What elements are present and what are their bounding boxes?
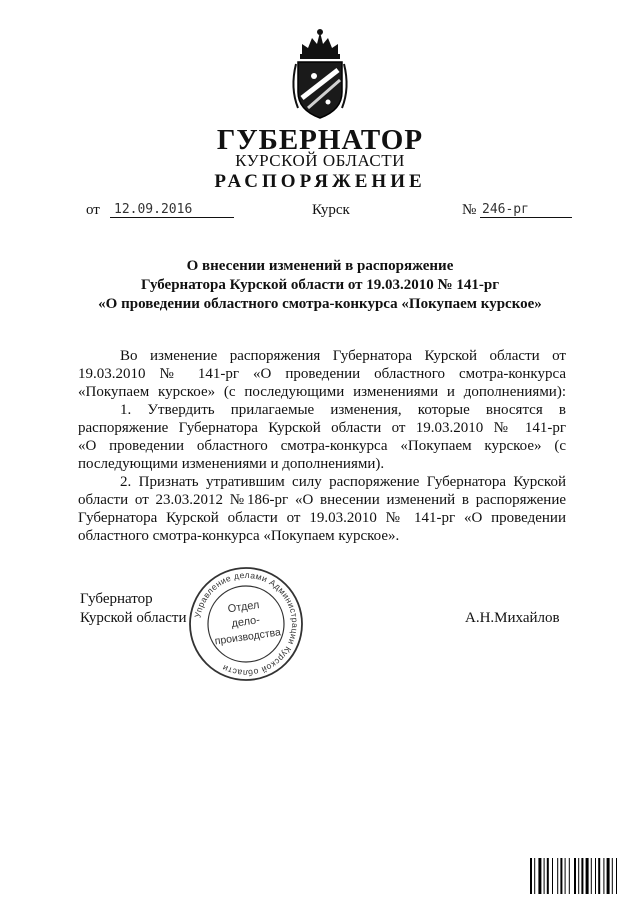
item1-line-2: распоряжение Губернатора Курской области от 19.03.2010 № 141-рг	[78, 420, 566, 436]
header-subtitle: КУРСКОЙ ОБЛАСТИ	[235, 151, 405, 170]
document-number: 246-рг	[480, 202, 572, 218]
signature-position-line-2: Курской области	[80, 610, 187, 626]
barcode	[530, 858, 628, 894]
item1-line-4: последующими изменениями и дополнениями).	[78, 456, 385, 472]
number-prefix: №	[462, 202, 477, 218]
subject-line-3: «О проведении областного смотра-конкурса «Покупаем курское»	[98, 296, 542, 312]
header-title: ГУБЕРНАТОР	[216, 124, 424, 156]
document-type: РАСПОРЯЖЕНИЕ	[214, 171, 426, 192]
body-intro-line-3: «Покупаем курское» (с последующими изменениями и дополнениями):	[78, 384, 566, 400]
body-intro-line-2: 19.03.2010 № 141-рг «О проведении областного смотра-конкурса	[78, 366, 566, 382]
item2-line-2: области от 23.03.2012 №186-рг «О внесении изменений в распоряжение	[78, 492, 566, 508]
item2-line-3: Губернатора Курской области от 19.03.2010 № 141-рг «О проведении	[78, 510, 566, 526]
item2-line-4: областного смотра-конкурса «Покупаем курское».	[78, 528, 400, 544]
subject-line-1: О внесении изменений в распоряжение	[186, 258, 454, 274]
stamp-center-line-2: дело-	[230, 614, 261, 630]
crown-icon	[300, 29, 340, 59]
item1-line-1: 1. Утвердить прилагаемые изменения, которые вносятся в	[120, 402, 566, 418]
item2-line-1: 2. Признать утратившим силу распоряжение Губернатора Курской	[120, 474, 566, 490]
signature-position-line-1: Губернатор	[80, 591, 153, 607]
subject-line-2: Губернатора Курской области от 19.03.2010 № 141-рг	[140, 277, 500, 293]
date-prefix: от	[86, 202, 100, 218]
document-place: Курск	[312, 202, 350, 218]
coat-of-arms-emblem	[288, 28, 352, 120]
body-intro-line-1: Во изменение распоряжения Губернатора Курской области от	[120, 348, 566, 364]
stamp-ring-text: Управление делами Администрации Курской области	[192, 569, 301, 679]
signature-name: А.Н.Михайлов	[465, 610, 560, 626]
stamp-center-line-1: Отдел	[227, 599, 261, 616]
stamp-center-line-3: производства	[213, 626, 282, 648]
document-date: 12.09.2016	[110, 202, 234, 218]
item1-line-3: «О проведении областного смотра-конкурса «Покупаем курское» (с	[78, 438, 566, 454]
official-stamp	[186, 564, 306, 684]
